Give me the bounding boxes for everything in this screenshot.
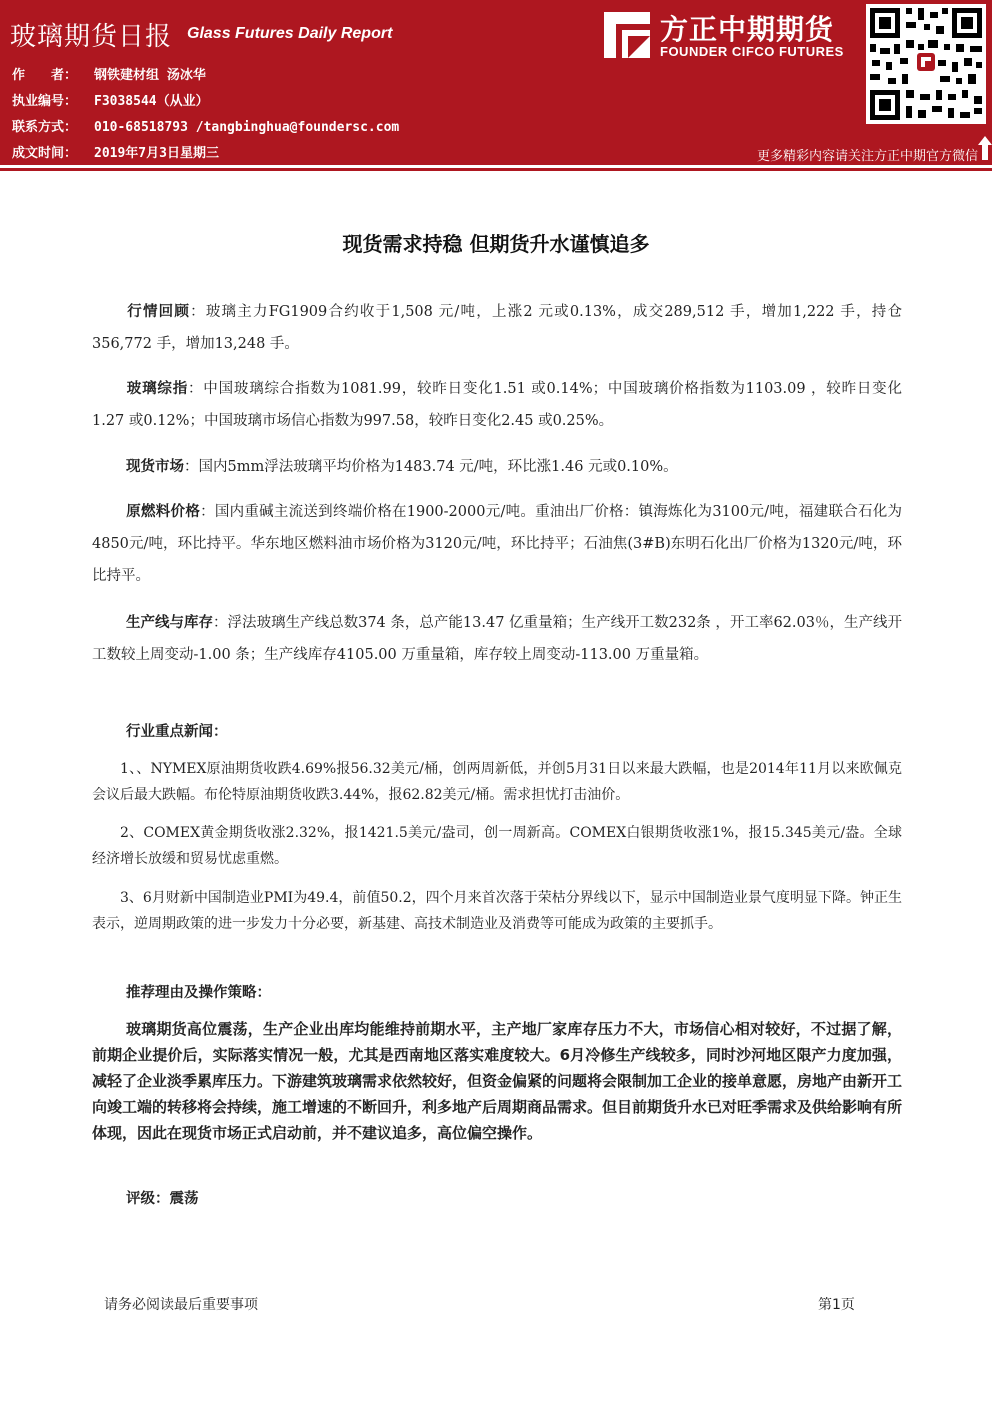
glass-index-text: ：中国玻璃综合指数为1081.99，较昨日变化1.51 或0.14%；中国玻璃价格指数为1103.09 ，较昨日变化1.27 或0.12%；中国玻璃市场信心指数为997.58，较昨日变化2.45 或0.25%。	[92, 381, 902, 429]
raw-material-text: ：国内重碱主流送到终端价格在1900-2000元/吨。重油出厂价格：镇海炼化为3100元/吨，福建联合石化为4850元/吨，环比持平。华东地区燃料油市场价格为3120元/吨，环比持平；石油焦(3#B)东明石化出厂价格为1320元/吨，环比持平。	[92, 504, 902, 584]
rating-text: 评级：震荡	[126, 1191, 199, 1207]
strategy-heading: 推荐理由及操作策略：	[126, 985, 271, 1001]
document-title: 现货需求持稳 但期货升水谨慎追多	[342, 232, 650, 256]
production-line-paragraph	[92, 607, 902, 671]
license-value: F3038544（从业）	[94, 94, 209, 109]
production-line-text: ：浮法玻璃生产线总数374 条，总产能13.47 亿重量箱；生产线开工数232条 ，开工率62.03％，生产线开工数较上周变动-1.00 条；生产线库存4105.00 万重量箱，库存较上周变动-113.00 万重量箱。	[92, 615, 902, 663]
market-review-paragraph	[92, 296, 902, 360]
date-row	[12, 142, 219, 161]
logo-name-cn: 方正中期期货	[660, 13, 835, 46]
date-label: 成文时间：	[12, 146, 78, 161]
author-label: 作 者：	[12, 68, 78, 83]
raw-material-lead: 原燃料价格	[126, 504, 201, 520]
news-item-3: 3、6月财新中国制造业PMI为49.4，前值50.2，四个月来首次落于荣枯分界线以下，显示中国制造业景气度明显下降。钟正生表示，逆周期政策的进一步发力十分必要，新基建、高技术制造业及消费等可能成为政策的主要抓手。	[92, 890, 902, 932]
author-value: 钢铁建材组 汤冰华	[94, 68, 206, 83]
follow-wechat-text: 更多精彩内容请关注方正中期官方微信	[756, 149, 978, 164]
page-number: 第1页	[818, 1297, 855, 1313]
report-title: 玻璃期货日报	[10, 22, 173, 52]
spot-market-text: ：国内5mm浮法玻璃平均价格为1483.74 元/吨，环比涨1.46 元或0.10%。	[184, 459, 678, 475]
raw-material-paragraph	[92, 496, 902, 592]
report-header	[0, 0, 992, 165]
production-line-lead: 生产线与库存	[126, 615, 214, 631]
license-label: 执业编号：	[12, 94, 78, 109]
news-item-2: 2、COMEX黄金期货收涨2.32%，报1421.5美元/盎司，创一周新高。COMEX白银期货收涨1%，报15.345美元/盎。全球经济增长放缓和贸易忧虑重燃。	[92, 825, 902, 867]
author-row	[12, 64, 206, 83]
footer-disclaimer-note: 请务必阅读最后重要事项	[104, 1297, 258, 1313]
arrow-up-icon	[978, 136, 992, 160]
glass-index-paragraph	[92, 373, 902, 437]
glass-index-lead: 玻璃综指	[126, 381, 188, 397]
news-item-1: 1、、NYMEX原油期货收跌4.69%报56.32美元/桶，创两周新低，并创5月31日以来最大跌幅，也是2014年11月以来欧佩克会议后最大跌幅。布伦特原油期货收跌3.44%，报62.82美元/桶。需求担忧打击油价。	[92, 761, 902, 803]
spot-market-paragraph	[92, 451, 902, 483]
market-review-text: ：玻璃主力FG1909合约收于1,508 元/吨，上涨2 元或0.13%，成交289,512 手，增加1,222 手，持仓356,772 手，增加13,248 手。	[92, 304, 903, 352]
market-review-lead: 行情回顾	[126, 304, 191, 320]
report-subtitle: Glass Futures Daily Report	[187, 25, 393, 42]
logo-mark-icon	[602, 10, 652, 60]
qr-code-icon	[866, 4, 986, 124]
contact-row	[12, 116, 399, 135]
header-divider	[0, 168, 992, 171]
date-value: 2019年7月3日星期三	[94, 146, 219, 161]
strategy-paragraph: 玻璃期货高位震荡，生产企业出库均能维持前期水平，主产地厂家库存压力不大，市场信心相对较好，不过据了解，前期企业提价后，实际落实情况一般，尤其是西南地区落实难度较大。6月冷修生产线较多，同时沙河地区限产力度加强，减轻了企业淡季累库压力。下游建筑玻璃需求依然较好，但资金偏紧的问题将会限制加工企业的接单意愿，房地产由新开工向竣工端的转移将会持续，施工增速的不断回升，利多地产后周期商品需求。但目前期货升水已对旺季需求及供给影响有所体现，因此在现货市场正式启动前，并不建议追多，高位偏空操作。	[92, 1020, 903, 1142]
industry-news-heading: 行业重点新闻：	[126, 724, 228, 740]
contact-value[interactable]: 010-68518793 /tangbinghua@foundersc.com	[94, 120, 400, 135]
license-row	[12, 90, 209, 109]
company-logo	[602, 8, 860, 64]
logo-name-en: FOUNDER CIFCO FUTURES	[660, 44, 844, 59]
spot-market-lead: 现货市场	[126, 459, 184, 475]
contact-label: 联系方式：	[12, 120, 78, 135]
